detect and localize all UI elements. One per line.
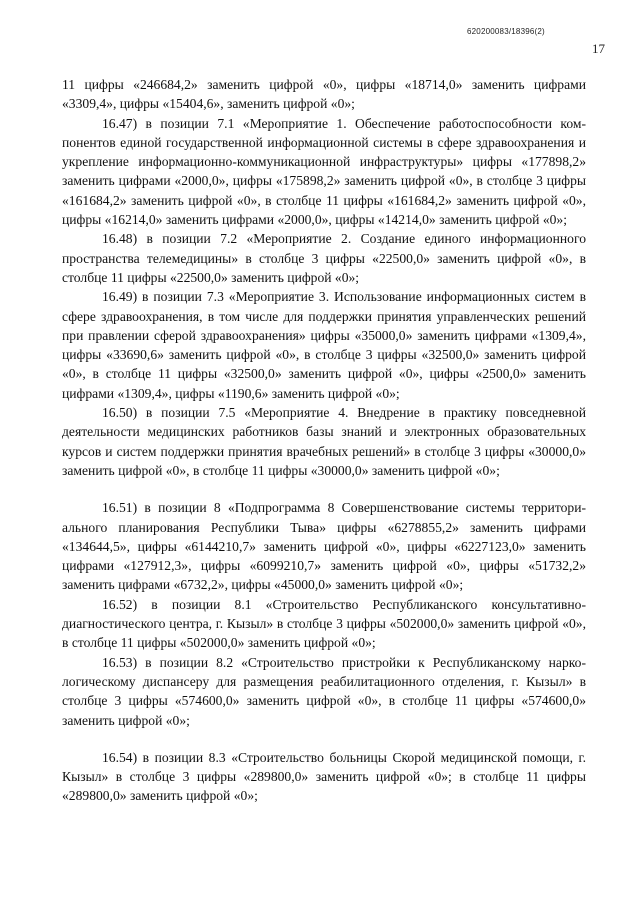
paragraph-16-54: 16.54) в позиции 8.3 «Строительство больницы Скорой медицинской помощи, г. Кызыл» в столбце 3 цифры «289800,0» заменить цифрой «0»; в столбце 11 цифры «289800,0» заменить цифрой «0»; — [62, 749, 586, 804]
paragraph-16-50: 16.50) в позиции 7.5 «Мероприятие 4. Внедрение в практику повседневной деятельности медицинских работников базы знаний и электронных образовательных курсов и систем поддержки принятия врачебных решений» в столбце 3 цифры «30000,0» заменить цифрой «0», в столбце 11 цифры «30000,0» заменить цифрой «0»; — [62, 405, 586, 478]
paragraph-16-47: 16.47) в позиции 7.1 «Мероприятие 1. Обеспечение работоспособности компонентов единой государственной информационной системы в сфере здравоохранения и укрепление информационно-коммуникационной инфраструктуры» цифры «177898,2» заменить цифрами «2000,0», цифры «175898,2» заменить цифрой «0», в столбце 3 цифры «161684,2» заменить цифрой «0», в столбце 11 цифры «161684,2» заменить цифрой «0», цифры «16214,0» заменить цифрами «2000,0», цифры «14214,0» заменить цифрой «0»; — [62, 115, 586, 228]
document-id: 620200083/18396(2) — [467, 27, 545, 36]
paragraph-16-53: 16.53) в позиции 8.2 «Строительство пристройки к Республиканскому наркологическому диспансеру для размещения реабилитационного отделения, г. Кызыл» в столбце 3 цифры «574600,0» заменить цифрой «0», в столбце 11 цифры «574600,0» заменить цифрой «0»; — [62, 654, 586, 728]
paragraph-16-49: 16.49) в позиции 7.3 «Мероприятие 3. Использование информационных систем в сфере здравоохранения, в том числе для поддержки принятия управленческих решений при правлении сферой здравоохранения» цифры «35000,0» заменить цифрами «1309,4», цифры «33690,6» заменить цифрой «0», в столбце 3 цифры «32500,0» заменить цифрой «0», в столбце 11 цифры «32500,0» заменить цифрой «0», цифры «2500,0» заменить цифрами «1309,4», цифры «1190,6» заменить цифрой «0»; — [62, 289, 586, 401]
paragraph-continuation: 11 цифры «246684,2» заменить цифрой «0», цифры «18714,0» заменить цифрами «3309,4», цифры «15404,6», заменить цифрой «0»; — [62, 77, 586, 112]
paragraph-16-51: 16.51) в позиции 8 «Подпрограмма 8 Совершенствование системы территориального планирования Республики Тыва» цифры «6278855,2» заменить цифрами «134644,5», цифры «6144210,7» заменить цифрой «0», цифры «6227123,0» заменить цифрами «127912,3», цифры «6099210,7» заменить цифрой «0», цифры «51732,2» заменить цифрами «6732,2», цифры «45000,0» заменить цифрой «0»; — [62, 500, 586, 593]
paragraph-16-48: 16.48) в позиции 7.2 «Мероприятие 2. Создание единого информационного пространства телемедицины» в столбце 3 цифры «22500,0» заменить цифрой «0», в столбце 11 цифры «22500,0» заменить цифрой «0»; — [62, 231, 586, 285]
document-body — [62, 75, 586, 806]
paragraph-16-52: 16.52) в позиции 8.1 «Строительство Республиканского консультативно-диагностического центра, г. Кызыл» в столбце 3 цифры «502000,0» заменить цифрой «0», в столбце 11 цифры «502000,0» заменить цифрой «0»; — [62, 596, 586, 651]
page-number: 17 — [592, 41, 605, 56]
